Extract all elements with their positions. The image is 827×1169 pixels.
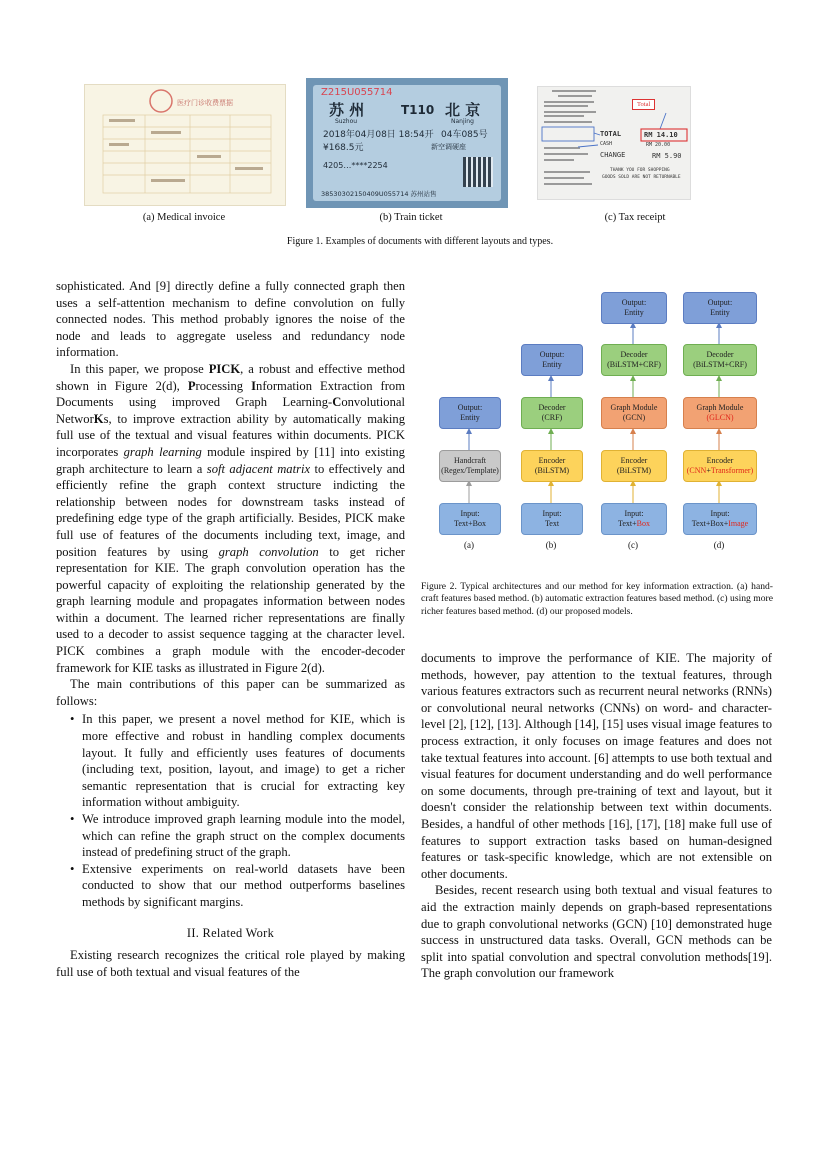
paragraph-pick: In this paper, we propose PICK, a robust and effective method shown in Figure 2(d), Processing Information Extraction from Documents using improved Graph Learning-Convolutional NetworKs, to improve extraction ability by automatically making full use of the textual and visual features within documents. PICK incorporates graph learning module inspired by [11] into existing graph architecture to learn a soft adjacent matrix to effectively and efficiently refine the graph context structure indicting the relationship between nodes for downstream tasks instead of predefining edge type of the graph artificially. Besides, PICK make full use of features of the documents including text, image, and position features by using graph convolution to get richer representation for KIE. The graph convolution operation has the powerful capacity of exploiting the relationship generated by the graph learning module and propagates information between nodes within a document. The learned richer representations are finally used to a decoder to assist sequence tagging at the character level. PICK combines a graph module with the encoder-decoder framework for KIE tasks as illustrated in Figure 2(d).: [56, 361, 405, 675]
a-handcraft-box: Handcraft (Regex/Template): [439, 450, 501, 482]
b-encoder-box: Encoder (BiLSTM): [521, 450, 583, 482]
contributions-list: [56, 711, 405, 910]
c-graph-module-box: Graph Module (GCN): [601, 397, 667, 429]
ticket-code: Z215U055714: [321, 87, 393, 98]
figure2-caption: Figure 2. Typical architectures and our method for key information extraction. (a) hand-craft features based method. (b) automatic extraction features based method. (c) using more richer features based method. (d) our proposed models.: [421, 581, 773, 617]
list-item: • In this paper, we present a novel method for KIE, which is more effective and robust in handling complex documents layout. It fully and efficiently uses features of documents (including text, position, layout, and image) to get a richer semantic representation that is crucial for extracting key information without ambiguity.: [70, 711, 405, 811]
paragraph-contributions-intro: The main contributions of this paper can be summarized as follows:: [56, 677, 405, 708]
subcaption-b: (b) Train ticket: [379, 212, 443, 223]
ticket-train: T110: [401, 103, 435, 117]
receipt-total-label: TOTAL: [600, 130, 622, 138]
ticket-seat-type: 新空调硬座: [431, 143, 466, 151]
paragraph-related-2: Besides, recent research using both textual and visual features to aid the extraction mainly depends on graph-based representations due to graph convolutional networks (GCN) [10] demonstrated huge success in unstructured data tasks. Overall, GCN methods can be split into spatial convolution and spectral convolution methods[19]. The graph convolution our framework: [421, 883, 772, 981]
figure2-diagram: [420, 288, 780, 558]
d-output-box: Output: Entity: [683, 292, 757, 324]
b-decoder-box: Decoder (CRF): [521, 397, 583, 429]
ticket-from: 苏 州: [329, 101, 365, 119]
figure1-caption: Figure 1. Examples of documents with different layouts and types.: [286, 236, 554, 247]
receipt-change-label: CHANGE: [600, 151, 626, 159]
invoice-drawing: [85, 85, 285, 205]
d-encoder-box: Encoder (CNN+Transformer): [683, 450, 757, 482]
subcaption-a: (a) Medical invoice: [142, 212, 226, 223]
paragraph-intro-end: sophisticated. And [9] directly define a fully connected graph then uses a self-attention mechanism to define convolution on fully connected nodes. This method probably ignores the noise of the node and leads to aggregate useless and redundancy node information.: [56, 279, 405, 360]
d-label: (d): [713, 540, 725, 550]
ticket-price: ¥168.5元: [323, 143, 364, 153]
receipt-thanks: THANK YOU FOR SHOPPING: [610, 168, 670, 173]
ticket-to-en: Nanjing: [451, 118, 474, 125]
right-column: [421, 650, 772, 982]
receipt-goods: GOODS SOLD ARE NOT RETURNABLE: [602, 175, 681, 180]
b-label: (b): [545, 540, 557, 550]
train-ticket-image: [306, 78, 508, 208]
receipt-cash-label: CASH: [600, 141, 613, 147]
tax-receipt-image: [537, 86, 691, 200]
receipt-total-tag: Total: [632, 99, 655, 110]
b-input-box: Input: Text: [521, 503, 583, 535]
c-output-box: Output: Entity: [601, 292, 667, 324]
d-decoder-box: Decoder (BiLSTM+CRF): [683, 344, 757, 376]
receipt-change-value: RM 5.90: [652, 152, 682, 160]
d-graph-module-box: Graph Module (GLCN): [683, 397, 757, 429]
svg-text:医疗门诊收费票据: 医疗门诊收费票据: [177, 99, 233, 107]
ticket-from-en: Suzhou: [335, 118, 358, 125]
ticket-id: 4205…****2254: [323, 161, 388, 170]
c-encoder-box: Encoder (BiLSTM): [601, 450, 667, 482]
medical-invoice-image: [84, 84, 286, 206]
b-output-box: Output: Entity: [521, 344, 583, 376]
c-label: (c): [628, 540, 638, 550]
a-label: (a): [464, 540, 474, 550]
receipt-total-value: RM 14.10: [644, 131, 678, 139]
paragraph-related-work: Existing research recognizes the critical role played by making full use of both textual and visual features of the: [56, 948, 405, 979]
c-decoder-box: Decoder (BiLSTM+CRF): [601, 344, 667, 376]
list-item: • Extensive experiments on real-world datasets have been conducted to show that our method outperforms baselines methods by significant margins.: [70, 861, 405, 911]
ticket-date: 2018年04月08日 18:54开: [323, 130, 434, 140]
left-column: [56, 278, 405, 980]
section-heading: II. Related Work: [186, 925, 275, 940]
d-input-box: Input: Text+Box+Image: [683, 503, 757, 535]
c-input-box: Input: Text+Box: [601, 503, 667, 535]
receipt-paper: [538, 87, 690, 199]
ticket-to: 北 京: [445, 101, 481, 119]
a-input-box: Input: Text+Box: [439, 503, 501, 535]
ticket-serial: 38530302150409U055714 苏州站售: [321, 190, 437, 198]
list-item: • We introduce improved graph learning module into the model, which can refine the graph struct on the complex documents instead of predefining struct of the graph.: [70, 811, 405, 861]
ticket-qr: [463, 157, 493, 187]
ticket-seat: 04车085号: [441, 130, 488, 140]
receipt-cash-value: RM 20.00: [646, 142, 671, 148]
paragraph-related-1: documents to improve the performance of KIE. The majority of methods, however, pay attention to the textual features, through various features extractors such as recurrent neural networks (RNNs) or convolutional neural networks (CNNs) on word- and character- level [2], [12], [13]. Although [14], [15] uses visual image features to process extraction, it only focuses on image features and does not take textual features into account. [6] attempts to use both textual and visual features for document understanding and do well performance on some documents, through pre-training of text and layout, but it doesn't consider the relationship between text within documents. Besides, a handful of other methods [16], [17], [18] make full use of features to support extraction tasks based on human-designed features or task-specific knowledge, which are not extensible on other documents.: [421, 651, 772, 881]
a-output-box: Output: Entity: [439, 397, 501, 429]
subcaption-c: (c) Tax receipt: [604, 212, 666, 223]
